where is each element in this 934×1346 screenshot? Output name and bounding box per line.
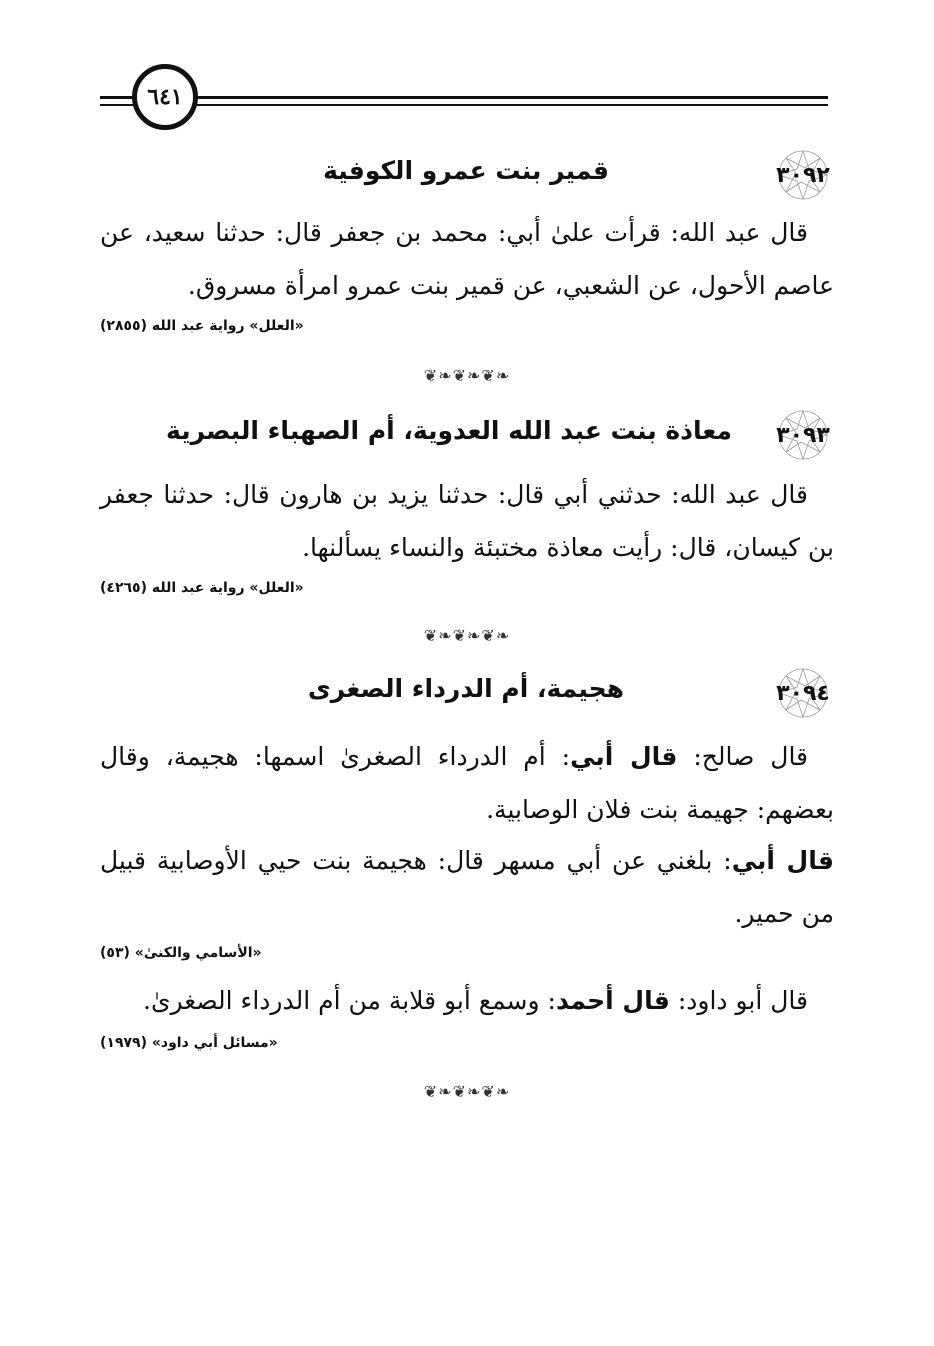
- source-citation: «العلل» رواية عبد الله (٤٢٦٥): [100, 580, 304, 596]
- section-divider-ornament: ❦❧❦❧❦❧: [423, 366, 511, 385]
- entry-title: معاذة بنت عبد الله العدوية، أم الصهباء البصرية: [166, 416, 732, 445]
- paragraph-text: : وسمع أبو قلابة من أم الدرداء الصغرىٰ.: [143, 986, 556, 1015]
- entry-title: قمير بنت عمرو الكوفية: [323, 156, 609, 185]
- entry-paragraph: [100, 834, 834, 940]
- section-divider-ornament: ❦❧❦❧❦❧: [423, 626, 511, 645]
- source-citation: «العلل» رواية عبد الله (٢٨٥٥): [100, 318, 304, 334]
- entry-heading: [100, 668, 834, 718]
- entry-paragraph: [100, 730, 834, 836]
- page-number: ٦٤١: [132, 64, 198, 130]
- source-citation: «الأسامي والكنىٰ» (٥٣): [100, 945, 262, 961]
- paragraph-text: : بلغني عن أبي مسهر قال: هجيمة بنت حيي الأوصابية قبيل من حمير.: [100, 846, 834, 928]
- section-divider-ornament: ❦❧❦❧❦❧: [423, 1082, 511, 1101]
- entry-heading: [100, 410, 834, 460]
- entry-number-badge: ٣٠٩٤: [772, 668, 834, 718]
- speaker-label: قال أحمد: [555, 986, 670, 1015]
- speaker-label: قال أبي: [570, 742, 678, 771]
- entry-paragraph: قال عبد الله: قرأت علىٰ أبي: محمد بن جعفر قال: حدثنا سعيد، عن عاصم الأحول، عن الشعبي، عن قمير بنت عمرو امرأة مسروق.: [100, 218, 834, 300]
- header-rule-thin: [100, 104, 828, 106]
- entry-title: هجيمة، أم الدرداء الصغرى: [307, 674, 624, 703]
- entry-number-badge: ٣٠٩٣: [772, 410, 834, 460]
- header-rule: [100, 96, 828, 99]
- paragraph-text: قال صالح:: [677, 742, 809, 771]
- entry-paragraph: قال عبد الله: حدثني أبي قال: حدثنا يزيد بن هارون قال: حدثنا جعفر بن كيسان، قال: رأيت معاذة مختبئة والنساء يسألنها.: [100, 480, 834, 562]
- entry-heading: [100, 150, 834, 200]
- source-citation: «مسائل أبي داود» (١٩٧٩): [100, 1035, 278, 1051]
- speaker-label: قال أبي: [731, 846, 835, 875]
- entry-number-badge: ٣٠٩٢: [772, 150, 834, 200]
- paragraph-text: : أم الدرداء الصغرىٰ اسمها: هجيمة، وقال بعضهم: جهيمة بنت فلان الوصابية.: [100, 742, 834, 824]
- entry-paragraph: [100, 974, 834, 1027]
- paragraph-text: قال أبو داود:: [669, 986, 808, 1015]
